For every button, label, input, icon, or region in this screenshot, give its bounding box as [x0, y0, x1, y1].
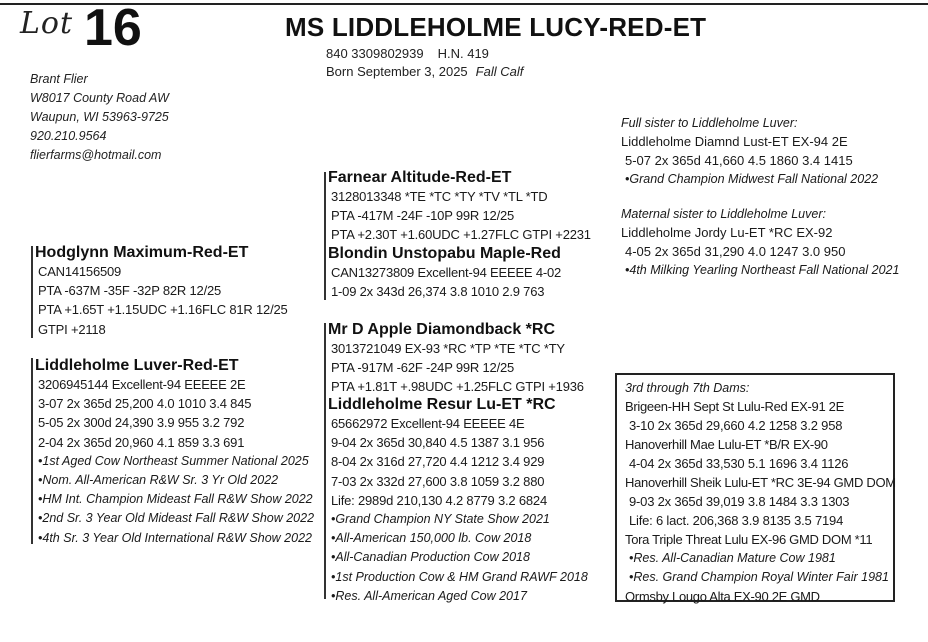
sixth-dam-honor: •Res. All-Canadian Mature Cow 1981 [629, 551, 836, 565]
dam-line: 2-04 2x 365d 20,960 4.1 859 3.3 691 [38, 434, 245, 450]
dam-dam-honor: •1st Production Cow & HM Grand RAWF 2018 [331, 569, 588, 584]
maternal-sister-note [621, 205, 899, 280]
dam-honor: •Nom. All-American R&W Sr. 3 Yr Old 2022 [38, 473, 279, 488]
sire-parents-bracket [324, 172, 326, 300]
lot-label: Lot [20, 6, 74, 41]
sire-sire-block [328, 168, 591, 245]
sire-line: PTA +1.65T +1.15UDC +1.16FLC 81R 12/25 [38, 302, 288, 318]
full-sister-name: Liddleholme Diamnd Lust-ET EX-94 2E [621, 134, 848, 149]
dam-line: 3206945144 Excellent-94 EEEEE 2E [38, 377, 246, 392]
dam-dam-honor: •Grand Champion NY State Show 2021 [331, 512, 550, 527]
dam-honor: •HM Int. Champion Mideast Fall R&W Show 2022 [38, 492, 313, 507]
sire-dam-block [328, 244, 561, 301]
sire-sire-line: PTA -417M -24F -10P 99R 12/25 [331, 208, 515, 224]
seventh-dam-name: Ormsby Lougo Alta EX-90 2E GMD [625, 589, 820, 604]
sixth-dam-name: Tora Triple Threat Lulu EX-96 GMD DOM *11 [625, 532, 873, 547]
dam-dam-name: Liddleholme Resur Lu-ET *RC [328, 396, 556, 413]
maternal-sister-caption: Maternal sister to Liddleholme Luver: [621, 207, 826, 221]
fifth-dam-record: 9-03 2x 365d 39,019 3.8 1484 3.3 1303 [629, 494, 850, 509]
dam-dam-honor: •Res. All-American Aged Cow 2017 [331, 588, 527, 603]
dam-line: 5-05 2x 300d 24,390 3.9 955 3.2 792 [38, 415, 245, 431]
consignor-email: flierfarms@hotmail.com [30, 148, 162, 162]
dam-dam-block [328, 395, 588, 606]
dam-dam-line: 9-04 2x 365d 30,840 4.5 1387 3.1 956 [331, 435, 545, 451]
dam-dam-line: 8-04 2x 316d 27,720 4.4 1212 3.4 929 [331, 454, 545, 470]
consignor-address-1: W8017 County Road AW [30, 91, 169, 105]
dam-dam-line: 65662972 Excellent-94 EEEEE 4E [331, 416, 525, 431]
maternal-sister-honor: •4th Milking Yearling Northeast Fall National 2021 [625, 263, 900, 277]
consignor-address-2: Waupun, WI 53963-9725 [30, 110, 169, 124]
consignor-name: Brant Flier [30, 72, 88, 86]
dam-dam-line: 7-03 2x 332d 27,600 3.8 1059 3.2 880 [331, 473, 545, 489]
lot-number: 16 [84, 0, 142, 57]
dam-honor: •4th Sr. 3 Year Old International R&W Show 2022 [38, 530, 312, 545]
sire-line: GTPI +2118 [38, 321, 106, 337]
sire-sire-line: 3128013348 *TE *TC *TY *TV *TL *TD [331, 189, 548, 204]
dam-bracket [31, 358, 33, 544]
extended-dams-caption: 3rd through 7th Dams: [625, 381, 750, 395]
maternal-sister-name: Liddleholme Jordy Lu-ET *RC EX-92 [621, 225, 833, 240]
maternal-sister-record: 4-05 2x 365d 31,290 4.0 1247 3.0 950 [625, 244, 846, 259]
class-label: Fall Calf [475, 64, 524, 79]
sire-dam-line: CAN13273809 Excellent-94 EEEEE 4-02 [331, 265, 562, 280]
animal-name: MS LIDDLEHOLME LUCY-RED-ET [285, 12, 707, 42]
full-sister-caption: Full sister to Liddleholme Luver: [621, 116, 798, 130]
full-sister-note [621, 114, 878, 189]
sire-sire-line: PTA +2.30T +1.60UDC +1.27FLC GTPI +2231 [331, 227, 591, 243]
dam-name: Liddleholme Luver-Red-ET [35, 357, 239, 374]
extended-dams-box [615, 373, 895, 602]
dam-line: 3-07 2x 365d 25,200 4.0 1010 3.4 845 [38, 396, 252, 412]
animal-id-line [326, 46, 489, 61]
sire-line: PTA -637M -35F -32P 82R 12/25 [38, 283, 222, 299]
sire-name: Hodglynn Maximum-Red-ET [35, 244, 249, 261]
herd-number: H.N. 419 [437, 46, 489, 61]
dam-sire-block [328, 320, 584, 397]
animal-birth-line [326, 64, 523, 79]
full-sister-record: 5-07 2x 365d 41,660 4.5 1860 3.4 1415 [625, 153, 853, 168]
dam-parents-bracket [324, 323, 326, 599]
fourth-dam-name: Hanoverhill Mae Lulu-ET *B/R EX-90 [625, 437, 828, 452]
dam-sire-line: 3013721049 EX-93 *RC *TP *TE *TC *TY [331, 341, 565, 356]
dam-dam-honor: •All-American 150,000 lb. Cow 2018 [331, 531, 532, 546]
dam-block [35, 356, 314, 548]
sire-line: CAN14156509 [38, 264, 122, 279]
fifth-dam-life-record: Life: 6 lact. 206,368 3.9 8135 3.5 7194 [629, 513, 844, 528]
dam-sire-line: PTA +1.81T +.98UDC +1.25FLC GTPI +1936 [331, 379, 584, 395]
sire-dam-line: 1-09 2x 343d 26,374 3.8 1010 2.9 763 [331, 284, 545, 300]
fourth-dam-record: 4-04 2x 365d 33,530 5.1 1696 3.4 1126 [629, 456, 849, 471]
dam-sire-name: Mr D Apple Diamondback *RC [328, 321, 555, 338]
birth-date: Born September 3, 2025 [326, 64, 468, 79]
consignor-info [30, 70, 169, 165]
dam-honor: •2nd Sr. 3 Year Old Mideast Fall R&W Show 2022 [38, 511, 315, 526]
sixth-dam-honor: •Res. Grand Champion Royal Winter Fair 1981 [629, 570, 889, 584]
third-dam-name: Brigeen-HH Sept St Lulu-Red EX-91 2E [625, 399, 844, 414]
sire-sire-name: Farnear Altitude-Red-ET [328, 169, 512, 186]
dam-honor: •1st Aged Cow Northeast Summer National 2025 [38, 453, 309, 468]
dam-sire-line: PTA -917M -62F -24P 99R 12/25 [331, 360, 515, 376]
dam-dam-honor: •All-Canadian Production Cow 2018 [331, 550, 530, 565]
dam-dam-life-line: Life: 2989d 210,130 4.2 8779 3.2 6824 [331, 492, 547, 508]
sire-block [35, 243, 288, 339]
fifth-dam-name: Hanoverhill Sheik Lulu-ET *RC 3E-94 GMD DOM [625, 475, 896, 490]
sire-bracket [31, 246, 33, 338]
third-dam-record: 3-10 2x 365d 29,660 4.2 1258 3.2 958 [629, 418, 843, 433]
full-sister-honor: •Grand Champion Midwest Fall National 2022 [625, 172, 879, 186]
registration-number: 840 3309802939 [326, 46, 424, 61]
consignor-phone: 920.210.9564 [30, 129, 107, 143]
sire-dam-name: Blondin Unstopabu Maple-Red [328, 245, 561, 262]
